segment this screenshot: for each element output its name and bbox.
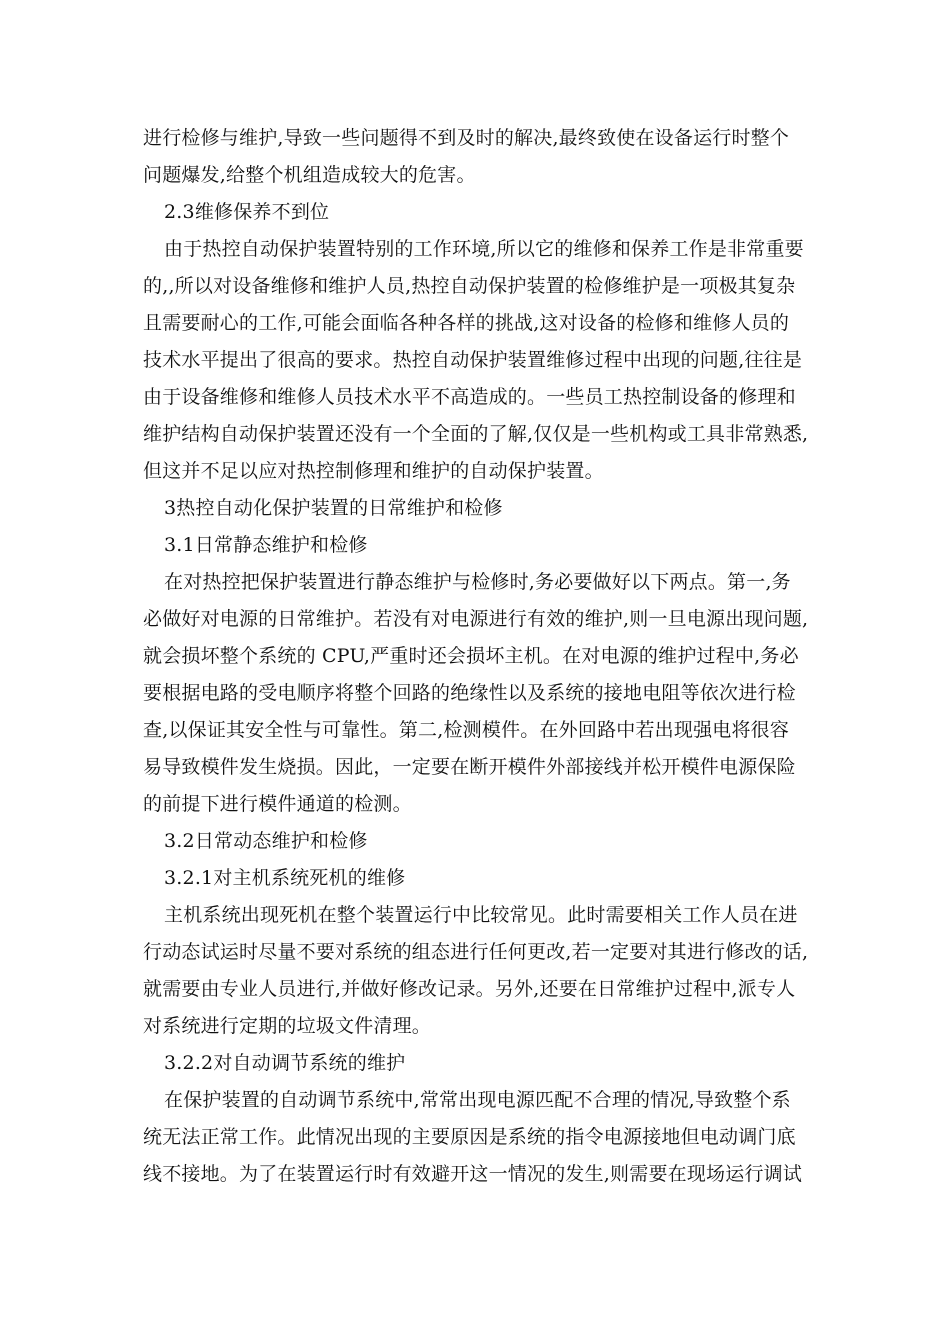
body-line: 在保护装置的自动调节系统中,常常出现电源匹配不合理的情况,导致整个系 (164, 1089, 791, 1111)
body-line: 统无法正常工作。此情况出现的主要原因是系统的指令电源接地但电动调门底 (143, 1126, 796, 1148)
body-line: 且需要耐心的工作,可能会面临各种各样的挑战,这对设备的检修和维修人员的 (143, 312, 790, 334)
body-line: 的前提下进行模件通道的检测。 (143, 793, 412, 815)
body-line: 对系统进行定期的垃圾文件清理。 (143, 1015, 432, 1037)
body-line: 问题爆发,给整个机组造成较大的危害。 (143, 164, 476, 186)
body-line: 主机系统出现死机在整个装置运行中比较常见。此时需要相关工作人员在进 (164, 904, 798, 926)
body-line: 要根据电路的受电顺序将整个回路的绝缘性以及系统的接地电阻等依次进行检 (143, 682, 796, 704)
body-line: 就会损坏整个系统的 CPU,严重时还会损坏主机。在对电源的维护过程中,务必 (143, 645, 799, 667)
body-line: 查,以保证其安全性与可靠性。第二,检测模件。在外回路中若出现强电将很容 (143, 719, 790, 741)
body-line: 的,,所以对设备维修和维护人员,热控自动保护装置的检修维护是一项极其复杂 (143, 275, 796, 297)
subsection-heading: 3.2.1对主机系统死机的维修 (164, 867, 406, 889)
body-line: 技术水平提出了很高的要求。热控自动保护装置维修过程中出现的问题,往往是 (143, 349, 803, 371)
body-line: 维护结构自动保护装置还没有一个全面的了解,仅仅是一些机构或工具非常熟悉, (143, 423, 809, 445)
chapter-heading: 3热控自动化保护装置的日常维护和检修 (164, 497, 503, 519)
body-line: 在对热控把保护装置进行静态维护与检修时,务必要做好以下两点。第一,务 (164, 571, 791, 593)
body-line: 但这并不足以应对热控制修理和维护的自动保护装置。 (143, 460, 604, 482)
body-line: 线不接地。为了在装置运行时有效避开这一情况的发生,则需要在现场运行调试 (143, 1163, 803, 1185)
subsection-heading: 3.2.2对自动调节系统的维护 (164, 1052, 406, 1074)
body-line: 由于设备维修和维修人员技术水平不高造成的。一些员工热控制设备的修理和 (143, 386, 796, 408)
section-heading: 3.1日常静态维护和检修 (164, 534, 368, 556)
body-line: 必做好对电源的日常维护。若没有对电源进行有效的维护,则一旦电源出现问题, (143, 608, 809, 630)
body-line: 就需要由专业人员进行,并做好修改记录。另外,还要在日常维护过程中,派专人 (143, 978, 796, 1000)
body-line: 由于热控自动保护装置特别的工作环境,所以它的维修和保养工作是非常重要 (164, 238, 804, 260)
body-line: 易导致模件发生烧损。因此，一定要在断开模件外部接线并松开模件电源保险 (143, 756, 796, 778)
document-body (143, 120, 809, 1193)
section-heading: 3.2日常动态维护和检修 (164, 830, 368, 852)
body-line: 行动态试运时尽量不要对系统的组态进行任何更改,若一定要对其进行修改的话, (143, 941, 809, 963)
body-line: 进行检修与维护,导致一些问题得不到及时的解决,最终致使在设备运行时整个 (143, 127, 790, 149)
section-heading: 2.3维修保养不到位 (164, 201, 330, 223)
